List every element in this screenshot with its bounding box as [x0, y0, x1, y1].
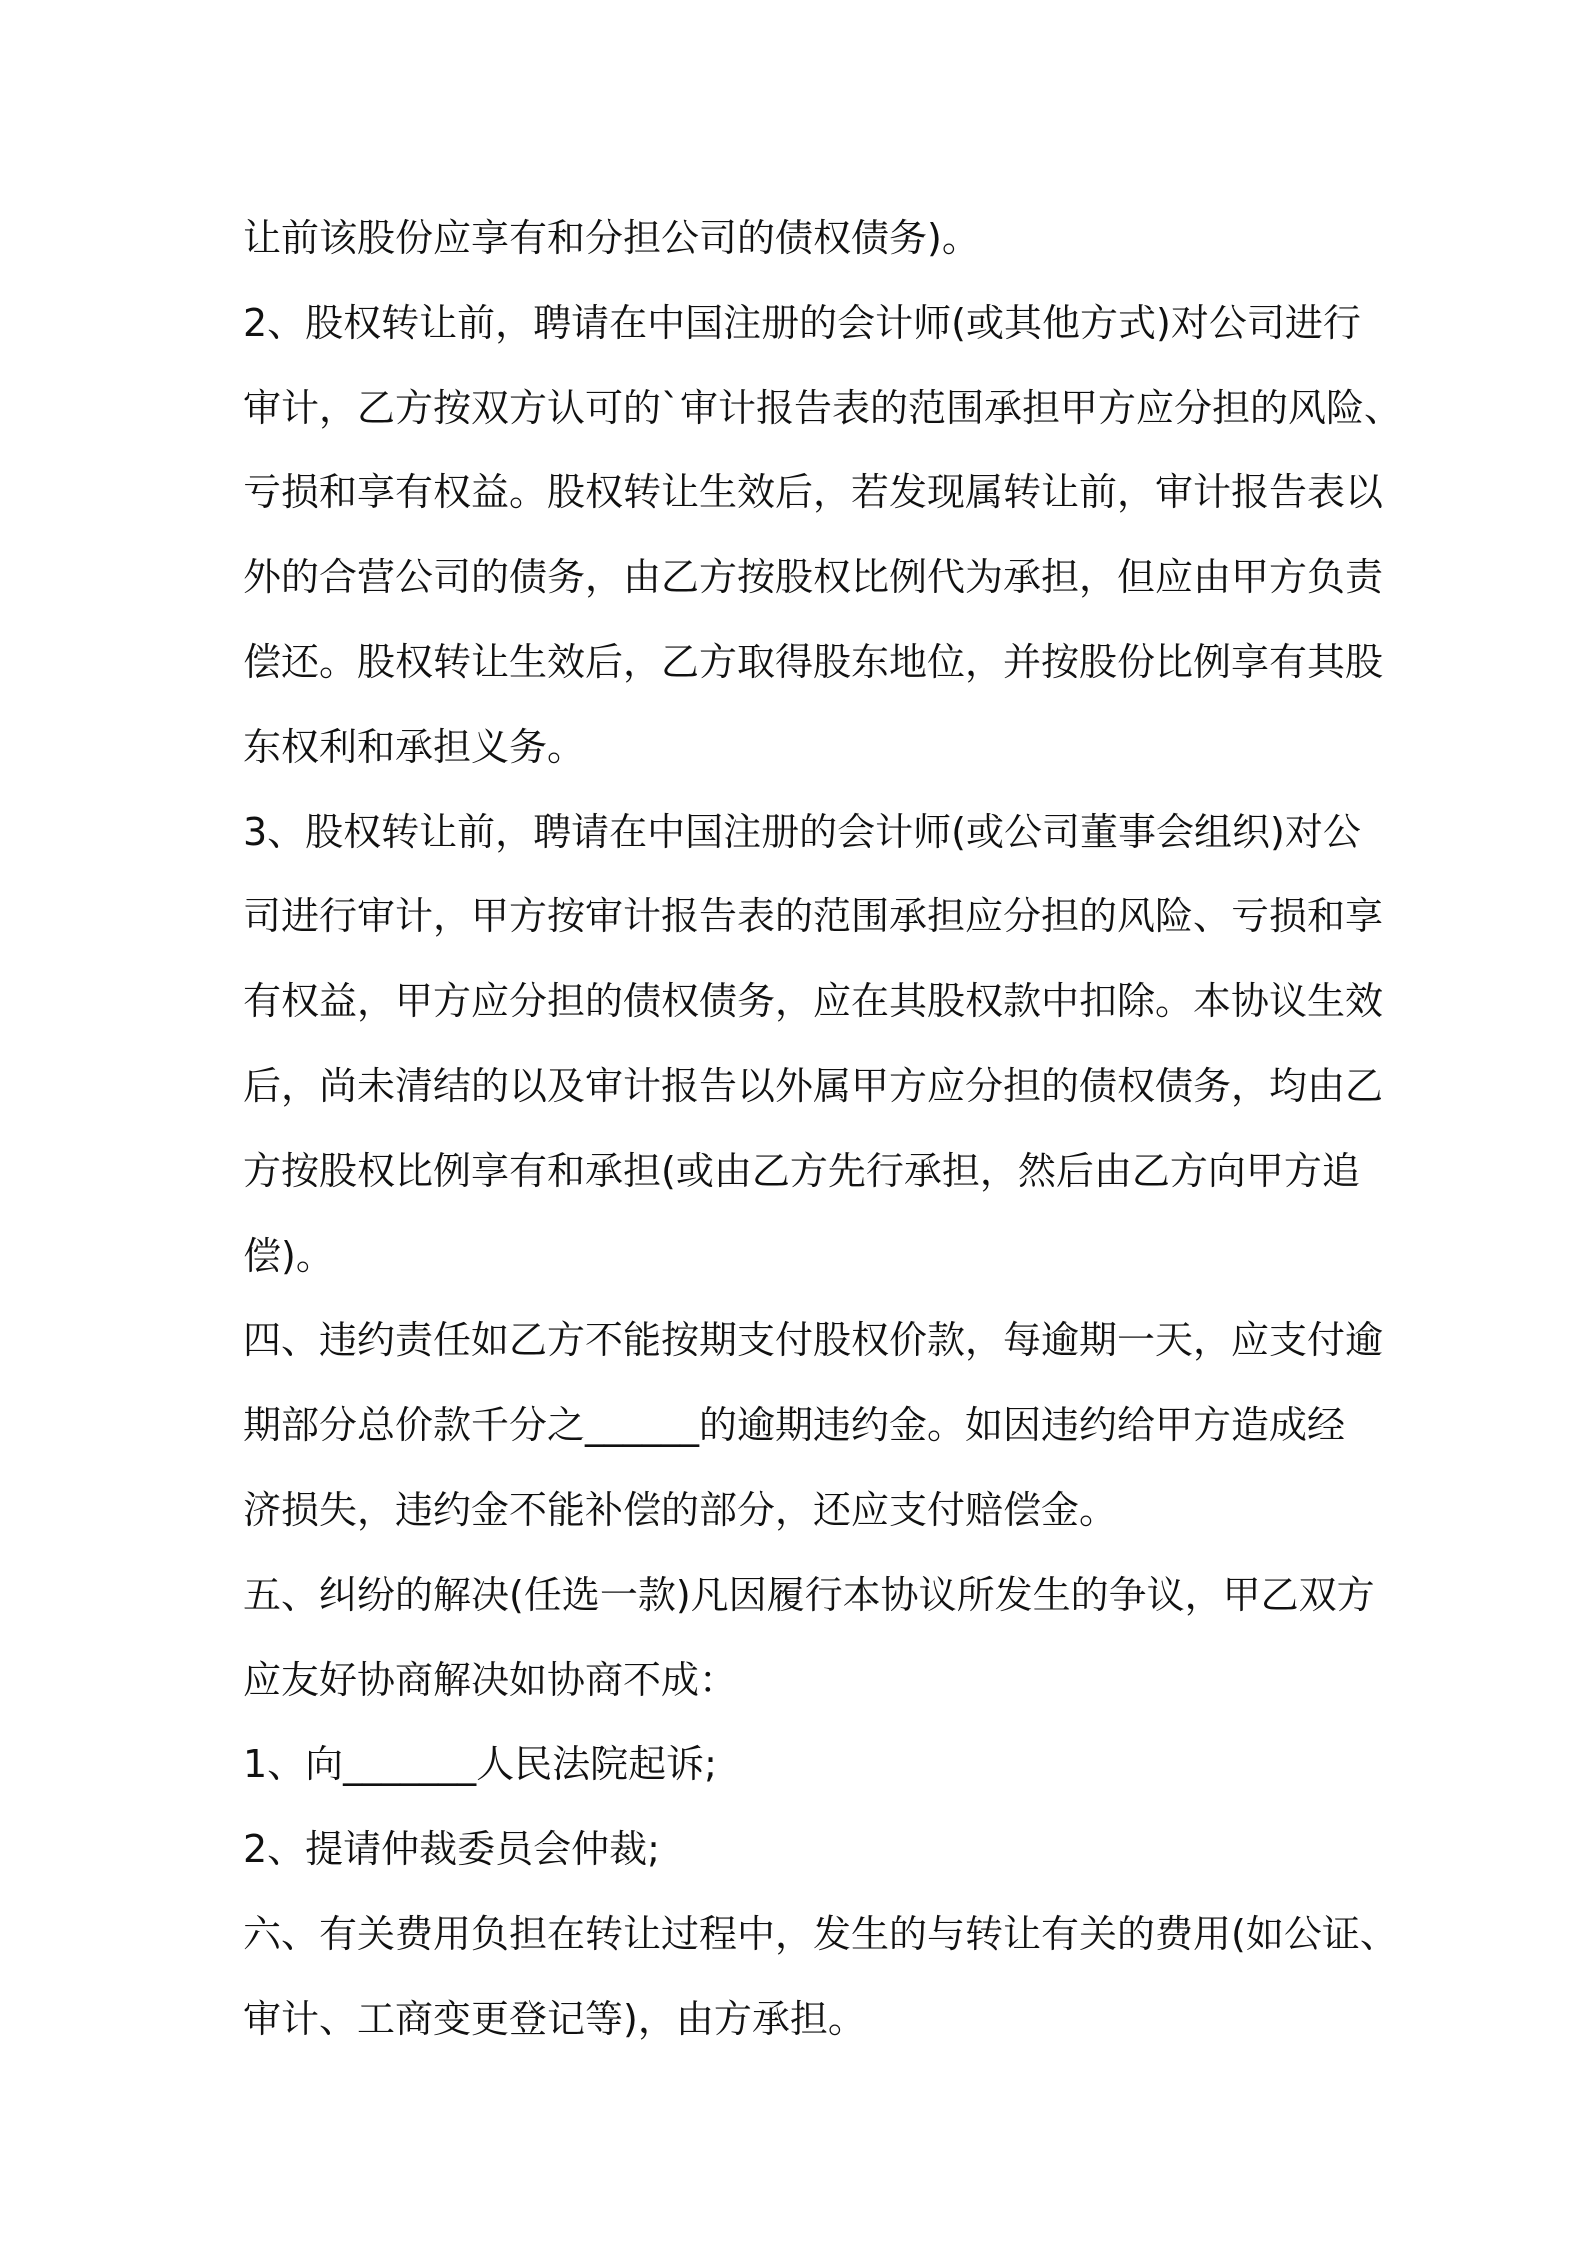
text-line: 济损失，违约金不能补偿的部分，还应支付赔偿金。 [243, 1487, 1118, 1532]
text-line: 有权益，甲方应分担的债权债务，应在其股权款中扣除。本协议生效 [243, 979, 1384, 1024]
text-line: 2、股权转让前，聘请在中国注册的会计师(或其他方式)对公司进行 [243, 300, 1361, 345]
document-body [243, 196, 1403, 2062]
text-line: 期部分总价款千分之______的逾期违约金。如因违约给甲方造成经 [243, 1403, 1346, 1448]
text-line: 后，尚未清结的以及审计报告以外属甲方应分担的债权债务，均由乙 [243, 1063, 1384, 1108]
text-line: 六、有关费用负担在转让过程中，发生的与转让有关的费用(如公证、 [243, 1911, 1398, 1956]
text-line: 审计、工商变更登记等)，由方承担。 [243, 1996, 866, 2041]
text-line: 外的合营公司的债务，由乙方按股权比例代为承担，但应由甲方负责 [243, 555, 1384, 600]
text-line: 偿还。股权转让生效后，乙方取得股东地位，并按股份比例享有其股 [243, 639, 1384, 684]
text-line: 让前该股份应享有和分担公司的债权债务)。 [243, 216, 980, 260]
text-line: 亏损和享有权益。股权转让生效后，若发现属转让前，审计报告表以 [243, 470, 1384, 515]
text-line: 审计，乙方按双方认可的`审计报告表的范围承担甲方应分担的风险、 [243, 385, 1403, 430]
text-line: 司进行审计，甲方按审计报告表的范围承担应分担的风险、亏损和享 [243, 894, 1384, 939]
text-line: 五、纠纷的解决(任选一款)凡因履行本协议所发生的争议，甲乙双方 [243, 1572, 1375, 1617]
text-line: 东权利和承担义务。 [243, 724, 586, 769]
text-line: 1、向_______人民法院起诉; [243, 1742, 717, 1787]
text-line: 应友好协商解决如协商不成： [243, 1657, 738, 1702]
text-line: 偿)。 [243, 1233, 334, 1278]
text-line: 四、违约责任如乙方不能按期支付股权价款，每逾期一天，应支付逾 [243, 1318, 1384, 1363]
text-line: 方按股权比例享有和承担(或由乙方先行承担，然后由乙方向甲方追 [243, 1148, 1360, 1193]
text-line: 2、提请仲裁委员会仲裁; [243, 1827, 660, 1872]
text-line: 3、股权转让前，聘请在中国注册的会计师(或公司董事会组织)对公 [243, 809, 1361, 854]
